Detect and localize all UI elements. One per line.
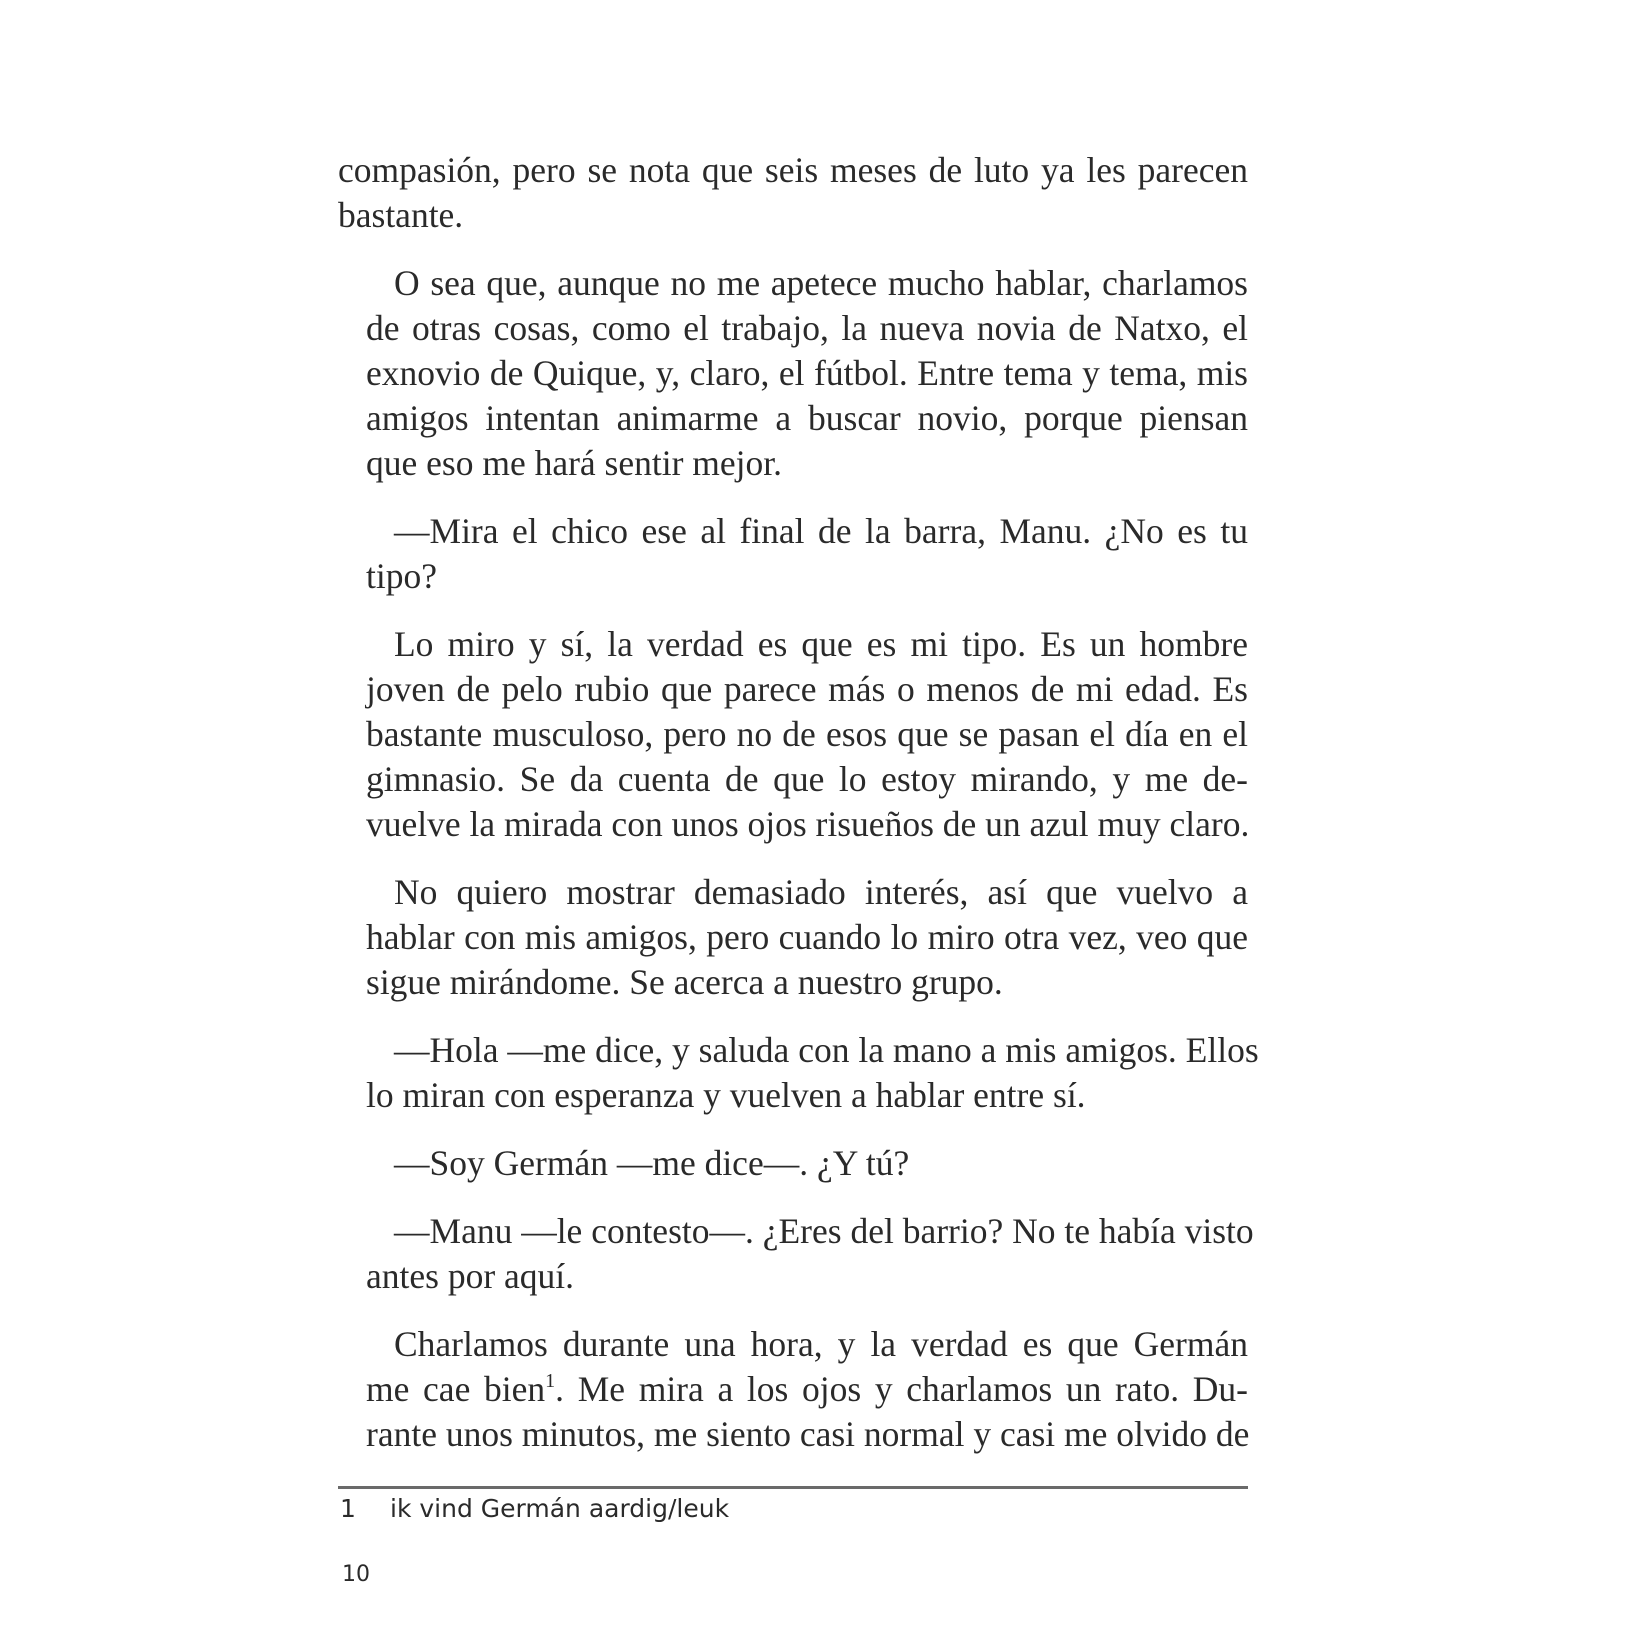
paragraph: [338, 148, 1248, 238]
text-line: que eso me hará sentir mejor.: [366, 443, 782, 483]
footnote-divider: [338, 1486, 1248, 1489]
text-line: sigue mirándome. Se acerca a nuestro grupo.: [366, 962, 1003, 1002]
text-line: rante unos minutos, me siento casi normal y casi me olvido de: [366, 1414, 1250, 1454]
text-line-with-footnote: [338, 1367, 1248, 1412]
text-line: joven de pelo rubio que parece más o menos de mi edad. Es: [366, 669, 1248, 709]
text-line: —Manu —le contesto—. ¿Eres del barrio? No te había visto: [394, 1211, 1254, 1251]
text-line: compasión, pero se nota que seis meses de luto ya les parecen: [338, 150, 1248, 190]
paragraph: [338, 1209, 1254, 1299]
text-line: No quiero mostrar demasiado interés, así que vuelvo a: [394, 872, 1248, 912]
text-line: bastante musculoso, pero no de esos que se pasan el día en el: [366, 714, 1248, 754]
paragraph: [338, 1322, 1248, 1457]
text-line: —Mira el chico ese al final de la barra, Manu. ¿No es tu: [394, 511, 1248, 551]
text-line: —Hola —me dice, y saluda con la mano a mis amigos. Ellos: [394, 1030, 1259, 1070]
text-line: bastante.: [338, 195, 464, 235]
text-line: hablar con mis amigos, pero cuando lo miro otra vez, veo que: [366, 917, 1248, 957]
text-line: gimnasio. Se da cuenta de que lo estoy mirando, y me de-: [366, 759, 1248, 799]
text-line: antes por aquí.: [366, 1256, 575, 1296]
paragraph: [338, 509, 1248, 599]
text-line: tipo?: [366, 556, 437, 596]
text-line: de otras cosas, como el trabajo, la nueva novia de Natxo, el: [366, 308, 1248, 348]
text-line: vuelve la mirada con unos ojos risueños de un azul muy claro.: [366, 804, 1250, 844]
text-line: exnovio de Quique, y, claro, el fútbol. Entre tema y tema, mis: [366, 353, 1248, 393]
text-segment: . Me mira a los ojos y charlamos un rato. Du-: [555, 1369, 1248, 1409]
text-line: O sea que, aunque no me apetece mucho hablar, charlamos: [394, 263, 1248, 303]
page-number: 10: [342, 1562, 370, 1587]
footnote-reference: 1: [545, 1370, 556, 1392]
paragraph: [338, 261, 1248, 486]
text-line: Lo miro y sí, la verdad es que es mi tipo. Es un hombre: [394, 624, 1248, 664]
text-line: lo miran con esperanza y vuelven a hablar entre sí.: [366, 1075, 1086, 1115]
paragraph: [338, 1141, 1248, 1186]
text-line: amigos intentan animarme a buscar novio, porque piensan: [366, 398, 1248, 438]
text-line: —Soy Germán —me dice—. ¿Y tú?: [394, 1143, 910, 1183]
paragraph: [338, 1028, 1259, 1118]
text-segment: me cae bien: [366, 1369, 546, 1409]
text-line: Charlamos durante una hora, y la verdad es que Germán: [394, 1324, 1248, 1364]
footnote-text: ik vind Germán aardig/leuk: [390, 1494, 730, 1523]
paragraph: [338, 870, 1248, 1005]
body-text: [338, 148, 1259, 1480]
footnote: [340, 1494, 729, 1523]
paragraph: [338, 622, 1248, 847]
footnote-number: 1: [340, 1494, 356, 1523]
